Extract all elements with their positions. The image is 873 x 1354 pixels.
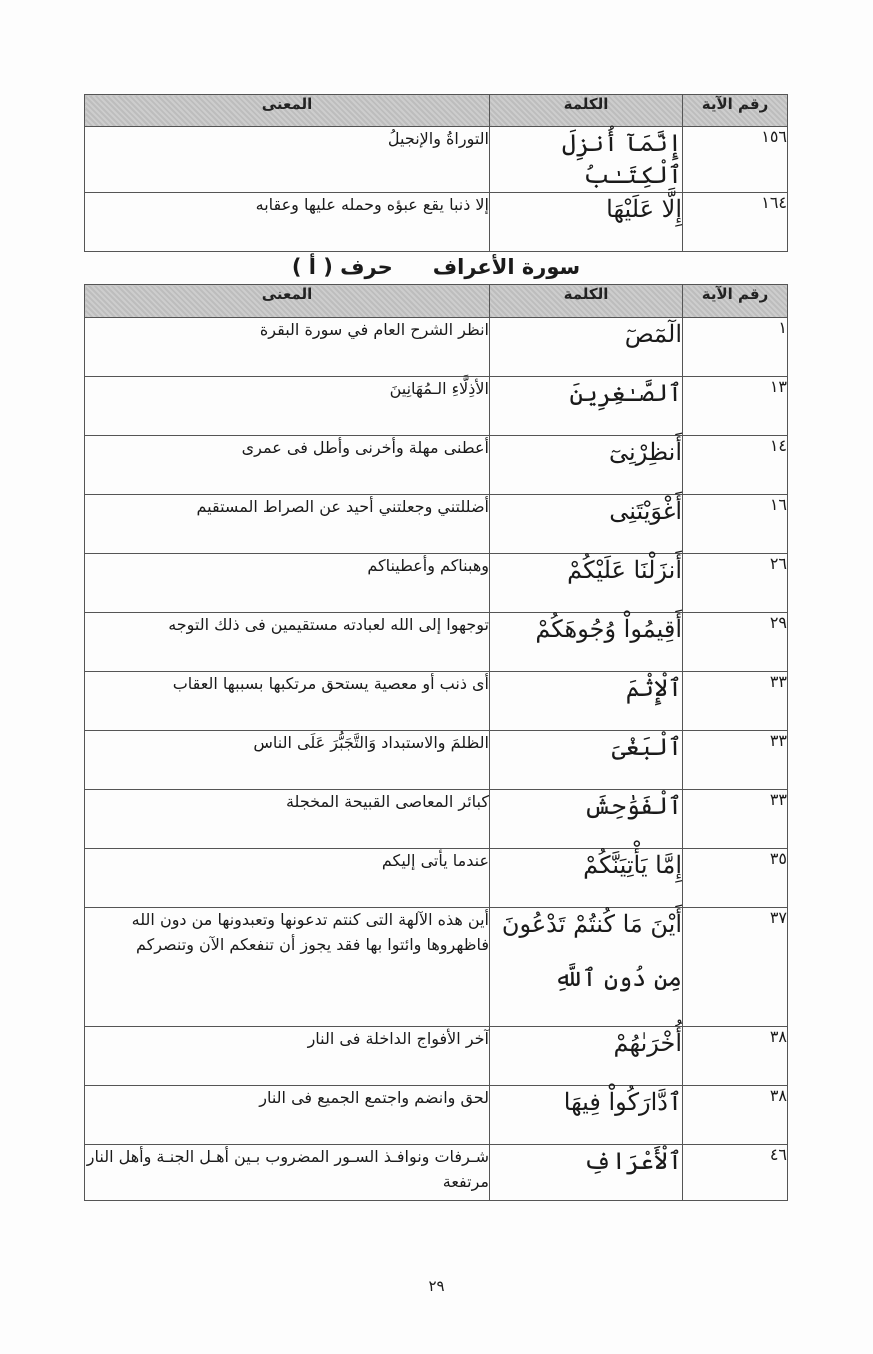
word-line: مِن دُونِ ٱللَّهِ: [554, 964, 682, 993]
word-line: ٱدَّارَكُواْ فِيهَا: [563, 1088, 682, 1116]
verse-number: ٣٨: [683, 1086, 788, 1145]
word-line: ٱلْبَغْىَ: [611, 733, 682, 761]
page-number: ٢٩: [428, 1277, 445, 1295]
quran-word: [490, 1145, 683, 1201]
table-row: [85, 908, 788, 1027]
word-line: أَنزَلْنَا عَلَيْكُمْ: [567, 556, 682, 584]
verse-number: ٢٦: [683, 554, 788, 613]
header-verse-number: رقم الآية: [683, 95, 788, 127]
table-row: [85, 495, 788, 554]
word-meaning: أعطنى مهلة وأخرنى وأطل فى عمرى: [85, 436, 490, 495]
quran-word: [490, 192, 683, 251]
word-line: إِلَّا عَلَيْهَا: [606, 194, 682, 223]
table-row: [85, 436, 788, 495]
verse-number: ١٤: [683, 436, 788, 495]
table-row: [85, 318, 788, 377]
surah-name: سورة الأعراف: [432, 255, 581, 279]
quran-word: [490, 1027, 683, 1086]
quran-word: [490, 495, 683, 554]
header-word: الكلمة: [490, 95, 683, 127]
verse-number: ١: [683, 318, 788, 377]
verse-number: ١٣: [683, 377, 788, 436]
quran-word: [490, 672, 683, 731]
verse-number: ٤٦: [683, 1145, 788, 1201]
word-meaning: الأذِلَّاءِ الـمُهَانِينَ: [85, 377, 490, 436]
table-row: [85, 1145, 788, 1201]
table-row: [85, 672, 788, 731]
quran-word: [490, 554, 683, 613]
header-verse-number: رقم الآية: [683, 285, 788, 318]
word-meaning: أضللتني وجعلتني أحيد عن الصراط المستقيم: [85, 495, 490, 554]
word-line: ٱلْإِثْمَ: [625, 674, 682, 702]
quran-word: [490, 731, 683, 790]
word-meaning: أى ذنب أو معصية يستحق مرتكبها بسببها العقاب: [85, 672, 490, 731]
word-meaning: الظلمَ والاستبداد وَالتَّجَبُّرَ عَلَى الناس: [85, 731, 490, 790]
surah-heading: [84, 250, 788, 284]
quran-word: [490, 377, 683, 436]
word-line: إِمَّا يَأْتِيَنَّكُمْ: [583, 851, 682, 879]
table-row: [85, 127, 788, 193]
header-word: الكلمة: [490, 285, 683, 318]
word-meaning: عندما يأتى إليكم: [85, 849, 490, 908]
table-row: [85, 377, 788, 436]
verse-number: ٣٨: [683, 1027, 788, 1086]
quran-word: [490, 908, 683, 1027]
table-row: [85, 731, 788, 790]
verse-number: ١٥٦: [683, 127, 788, 193]
header-meaning: المعنى: [85, 285, 490, 318]
verse-number: ٣٣: [683, 672, 788, 731]
word-line: أَقِيمُواْ وُجُوهَكُمْ: [535, 615, 682, 643]
table-row: [85, 554, 788, 613]
quran-word: [490, 127, 683, 193]
verse-number: ١٦: [683, 495, 788, 554]
table-row: [85, 1027, 788, 1086]
quran-word: [490, 790, 683, 849]
word-meaning: انظر الشرح العام في سورة البقرة: [85, 318, 490, 377]
word-meaning: وهبناكم وأعطيناكم: [85, 554, 490, 613]
table-row: [85, 1086, 788, 1145]
word-meaning: آخر الأفواج الداخلة فى النار: [85, 1027, 490, 1086]
glossary-table-prev: [84, 94, 788, 252]
verse-number: ٢٩: [683, 613, 788, 672]
quran-word: [490, 318, 683, 377]
word-meaning: لحق وانضم واجتمع الجميع فى النار: [85, 1086, 490, 1145]
word-meaning: أين هذه الآلهة التى كنتم تدعونها وتعبدونها من دون الله فاظهروها وائتوا بها فقد يجوز أن تنفعكم الآن وتنصركم: [85, 908, 490, 1027]
word-line: الٓمٓصٓ: [624, 320, 682, 348]
word-meaning: التوراةُ والإنجيلُ: [85, 127, 490, 193]
word-line: أَيْنَ مَا كُنتُمْ تَدْعُونَ: [501, 910, 682, 938]
verse-number: ٣٥: [683, 849, 788, 908]
word-line: ٱلْفَوَٰحِشَ: [583, 792, 682, 820]
verse-number: ٣٣: [683, 790, 788, 849]
word-line: ٱلْأَعْرَافِ: [583, 1147, 682, 1175]
verse-number: ٣٣: [683, 731, 788, 790]
glossary-table-al-araf: [84, 284, 788, 1201]
word-line: ٱلصَّـٰغِرِينَ: [569, 379, 682, 407]
verse-number: ٣٧: [683, 908, 788, 1027]
quran-word: [490, 1086, 683, 1145]
table-row: [85, 790, 788, 849]
letter-label: حرف ( أ ): [291, 255, 393, 279]
word-meaning: إلا ذنبا يقع عبؤه وحمله عليها وعقابه: [85, 192, 490, 251]
word-line: أَنظِرْنِىٓ: [609, 438, 682, 466]
quran-word: [490, 849, 683, 908]
word-meaning: توجهوا إلى الله لعبادته مستقيمين فى ذلك التوجه: [85, 613, 490, 672]
word-line: أَغْوَيْتَنِى: [609, 497, 682, 525]
word-line: أُخْرَىٰهُمْ: [613, 1029, 682, 1057]
header-meaning: المعنى: [85, 95, 490, 127]
table-row: [85, 192, 788, 251]
table-row: [85, 613, 788, 672]
word-meaning: شـرفات ونوافـذ السـور المضروب بـين أهـل الجنـة وأهل النار مرتفعة: [85, 1145, 490, 1201]
word-meaning: كبائر المعاصى القبيحة المخجلة: [85, 790, 490, 849]
quran-word: [490, 613, 683, 672]
quran-word: [490, 436, 683, 495]
table-row: [85, 849, 788, 908]
word-line: إِنَّمَآ أُنزِلَ ٱلْكِتَـٰبُ: [561, 129, 682, 190]
verse-number: ١٦٤: [683, 192, 788, 251]
